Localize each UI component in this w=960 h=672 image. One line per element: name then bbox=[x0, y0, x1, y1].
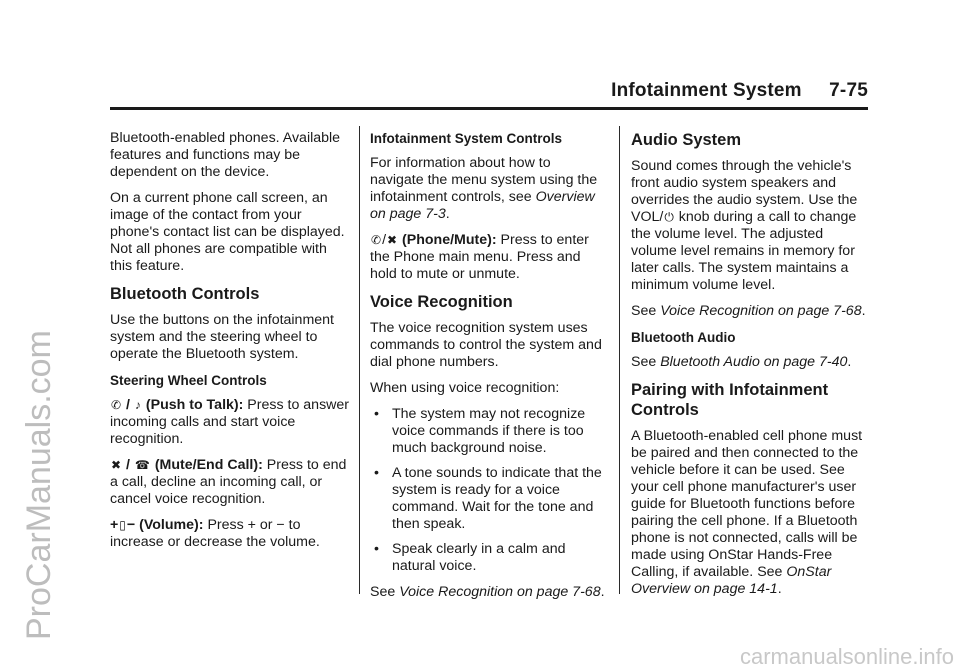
see-reference: See Bluetooth Audio on page 7-40. bbox=[631, 354, 852, 370]
phone-text: Press to enter the Phone main menu. Press and hold to mute or unmute. bbox=[370, 232, 589, 282]
paragraph: When using voice recognition: bbox=[370, 380, 560, 396]
phone-label: (Phone/Mute): bbox=[402, 232, 497, 248]
header-rule bbox=[110, 107, 868, 110]
page-title: Infotainment System 7-75 bbox=[611, 80, 868, 101]
mute-icon: ✖ bbox=[387, 233, 398, 247]
paragraph: Sound comes through the vehicle's front audio system speakers and overrides the audio system. Use the VOL/⏻ knob during a call to change the volume level. The adjusted volume level remains in memory for later calls. The system maintains a minimum volume level. bbox=[631, 158, 858, 293]
section-heading: Pairing with Infotainment Controls bbox=[631, 381, 829, 419]
volume-label: − (Volume): bbox=[126, 517, 204, 533]
list-item: • The system may not recognize voice commands if there is too much background noise. bbox=[374, 406, 586, 456]
page-header bbox=[110, 80, 868, 106]
phone-paragraph: ✆/✖ (Phone/Mute): Press to enter the Phone main menu. Press and hold to mute or unmute. bbox=[370, 232, 589, 282]
subsection-heading: Steering Wheel Controls bbox=[110, 373, 267, 388]
mute-paragraph: ✖ / ☎ (Mute/End Call): Press to end a call, decline an incoming call, or cancel voice recognition. bbox=[110, 457, 347, 507]
paragraph: The voice recognition system uses commands to control the system and dial phone numbers. bbox=[370, 320, 602, 370]
column-2 bbox=[370, 130, 608, 610]
phone-icon: ✆ bbox=[371, 233, 382, 247]
list-item: • Speak clearly in a calm and natural voice. bbox=[374, 541, 566, 574]
cross-reference-link: Voice Recognition on page 7-68 bbox=[660, 303, 862, 319]
paragraph: Use the buttons on the infotainment system and the steering wheel to operate the Bluetooth system. bbox=[110, 312, 334, 362]
cross-reference-link: Bluetooth Audio on page 7-40 bbox=[660, 354, 848, 370]
see-reference: See Voice Recognition on page 7-68. bbox=[631, 303, 866, 319]
section-heading: Voice Recognition bbox=[370, 293, 513, 311]
column-3 bbox=[631, 130, 871, 607]
ptt-text: Press to answer incoming calls and start voice recognition. bbox=[110, 397, 350, 447]
subsection-heading: Bluetooth Audio bbox=[631, 330, 736, 345]
paragraph: For information about how to navigate the menu system using the infotainment controls, see Overview on page 7-3. bbox=[370, 155, 598, 222]
ptt-paragraph: ✆ / ♪ (Push to Talk): Press to answer incoming calls and start voice recognition. bbox=[110, 397, 350, 447]
subsection-heading: Infotainment System Controls bbox=[370, 131, 563, 146]
volume-text: Press + or − to increase or decrease the volume. bbox=[110, 517, 320, 550]
column-1 bbox=[110, 130, 350, 560]
watermark-text: ProCarManuals.com bbox=[20, 330, 58, 640]
paragraph-text: For information about how to navigate the menu system using the infotainment controls, see bbox=[370, 155, 598, 205]
section-heading: Bluetooth Controls bbox=[110, 285, 260, 303]
cross-reference-link: OnStar Overview on page 14-1 bbox=[631, 564, 832, 597]
footer-watermark: carmanualsonline.info bbox=[739, 644, 954, 669]
column-divider bbox=[359, 126, 360, 594]
ptt-label: (Push to Talk): bbox=[145, 397, 244, 413]
mute-text: Press to end a call, decline an incoming call, or cancel voice recognition. bbox=[110, 457, 347, 507]
cross-reference-link: Voice Recognition on page 7-68 bbox=[399, 584, 601, 600]
mute-icon: ✖ bbox=[111, 458, 122, 472]
paragraph: A Bluetooth-enabled cell phone must be paired and then connected to the vehicle before it can be used. See your cell phone manufacturer's user guide for Bluetooth functions before pairing the cell phone. If a Bluetooth phone is not connected, calls will be made using OnStar Hands-Free Calling, if available. See OnStar Overview on page 14-1. bbox=[631, 428, 863, 597]
end-call-icon: ☎ bbox=[134, 458, 150, 472]
power-knob-icon: ⏻ bbox=[664, 210, 674, 224]
side-watermark bbox=[8, 100, 68, 660]
voice-icon: ♪ bbox=[134, 398, 141, 412]
cross-reference-link: Overview on page 7-3 bbox=[370, 189, 595, 222]
volume-icon: ▯ bbox=[119, 518, 126, 532]
paragraph: Bluetooth-enabled phones. Available features and functions may be dependent on the device. bbox=[110, 130, 341, 180]
mute-label: (Mute/End Call): bbox=[154, 457, 263, 473]
volume-paragraph: +▯− (Volume): Press + or − to increase or decrease the volume. bbox=[110, 517, 320, 550]
paragraph: On a current phone call screen, an image of the contact from your phone's contact list can be displayed. Not all phones are compatible with this feature. bbox=[110, 190, 345, 274]
column-divider bbox=[619, 126, 620, 594]
bullet-list bbox=[370, 406, 608, 575]
see-reference: See Voice Recognition on page 7-68. bbox=[370, 584, 605, 600]
section-heading: Audio System bbox=[631, 131, 742, 149]
phone-icon: ✆ bbox=[111, 398, 122, 412]
list-item: • A tone sounds to indicate that the system is ready for a voice command. Wait for the tone and then speak. bbox=[374, 465, 602, 532]
